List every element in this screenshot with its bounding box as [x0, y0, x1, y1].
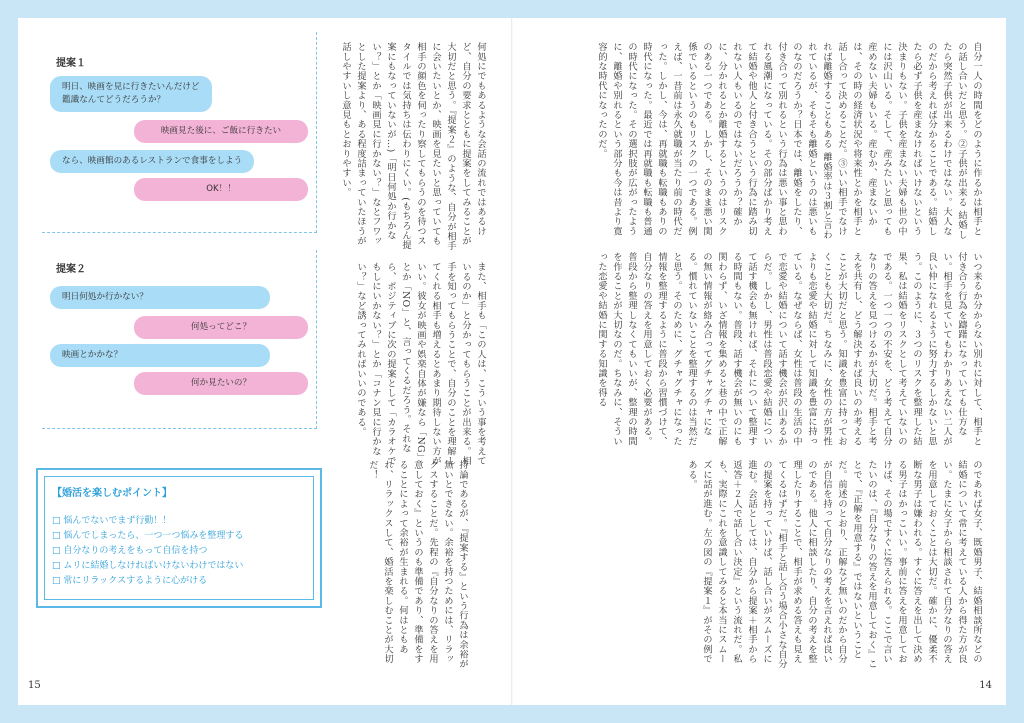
proposal-2-title: 提案２: [56, 264, 86, 275]
chat-bubble-1: 明日、映画を見に行きたいんだけど 鑑識なんてどうだろうか？: [50, 76, 212, 112]
page-number-left: 15: [28, 680, 41, 691]
chat-bubble-8: 何か見たいの？: [134, 372, 308, 395]
points-item: □ 自分なりの考えをもって自信を持つ: [52, 546, 208, 556]
proposal-1-panel: [42, 32, 317, 233]
left-text-column-mid: また、相手も「この人は、こういう事を考えているのか」と分かってもらうことが出来る。相手を知ってもらうことで、自分のことを理解してくれる相手も増えるとあまり期待しない方がいい。彼女が映画や娯楽自体が嫌なら「NG」とか「NO」と、言ってくるだろう。それなら、ポジティブに次の提案として「カラオケでもしにいかない？」とか「コナン見に行かない？」など誘ってみればいいのである。: [355, 262, 486, 466]
chat-bubble-4: OK！！: [134, 178, 308, 201]
left-text-column-top: 何処にでもあるような会話の流れではあるけど、自分の要求とともに提案をしてみることが大切だと思う。『提案２』のような、自分が相手に会いたいとか、映画を見たいと思っていても相手の顔色を伺ったり察してもらうのを待つスタイルでは気持ちは伝わりにくい。(もちろん提案にもなっていないが…)「明日何処か行かない？」とか「映画見に行かない？」なとフワッとした提案より、ある程度詰まっていたほうが話しやすいし意見もとおりやすい。: [340, 42, 486, 251]
chat-bubble-2: 映画見た後に、ご飯に行きたい: [134, 120, 308, 143]
proposal-1-title: 提案１: [56, 58, 86, 69]
page-gutter: [511, 18, 513, 705]
points-box: [36, 468, 322, 608]
points-item: □ 常にリラックスするように心がける: [52, 576, 208, 586]
right-text-block-mid: いつ来るか分からない別れに対して、相手と付き合う行為を躊躇になっていても仕方ない。相手を見ていてもわかりあえない二人が良い仲になれるように努力するしかないと思う。このように、３つのリスクを整理した結果、私は結婚をリスクとして考えていないのである。一つ一つの不安を、どう考えて自分なりの答えを見つけるかが大切だ。相手と考えを共有し、どう解決すれば良いのか考えることが大切だと思う。知識を豊富に持っておくことも大切だ。ちなみに、女性の方が男性よりも恋愛や結婚に対して知識を豊富に持っている。なぜならば、女性は普段の生活の中で恋愛や結婚について話す機会が沢山あるからだ。しかし、男性は普段恋愛や結婚について話す機会も無ければ、それについて整理する時間もない。普段、話す機会が無いのにも関わらず、いざ情報を集めると巷の中で正解の無い情報が絡み合ってグチャグチャになる。慣れていないことを整理するのは当然だと思う。そのために、グチャグチャになった情報を整理するように普段から習慣づけて、自分なりの答えを用意しておく必要がある。普段から整理しなくてもいいが、整理の時間を作ることが大切なのだ。ちなみに、そういった恋愛や結婚に関する知識を得る: [596, 252, 982, 446]
chat-bubble-3: なら、映画館のあるレストランで食事をしよう: [50, 150, 254, 173]
chat-bubble-5: 明日何処か行かない？: [50, 286, 270, 309]
page-number-right: 14: [979, 680, 992, 691]
points-item: □ 悩んでしまったら、一つ一つ悩みを整理する: [52, 531, 244, 541]
right-text-block-top: 自分一人の時間をどのように作るかは相手との話し合いだと思う。②子供が出来る 結婚したら突然子供が出来るわけではない。大人なのだから考えれば分かることである。結婚したら必ず子供を産まなければいけないという決まりもない。子供を産まない夫婦も世の中には沢山いる。そして、産みたいと思っても産めない夫婦もいる。産むか、産まないかは、その時の経済状況や将来性とかを相手と話し合って決めることだ。③いい相手でなければ離婚することもある 離婚率は３割と言われているが、そもそも離婚というのは悪いものなのだろうか？日本では、離婚をしたり、付き合って別れるという行為は悪い事と思われる風潮になっている。その部分ばかり考えて結婚や他人と付き合うという行為に踏み切れない人もいるのではないだろうか？確かに、分かれるとか離婚するというのはリスクのある一つである。しかし、そのまま悪い関係でいるというのもリスクの一つである。例えば、一昔前は永久就職が当たり前の時代だった。しかし、今は、再就職も転職もありの時代になった。最近では再就職も転職も普通の時代になった。その選択肢が広がったように、離婚や別れるという部分も今は昔より寛容的な時代になったのだ。: [596, 42, 982, 240]
points-list: [52, 514, 243, 589]
chat-bubble-7: 映画とかかな？: [50, 344, 270, 367]
proposal-2-panel: [42, 250, 317, 429]
right-text-block-bottom: のであれば女子、既婚男子、結婚相談所などの結婚について常に考えている人から得た方が良い。たまに女子から相談されて自分なりの答えを用意しておくことは大切だ。確かに、優柔不断な男子は嫌われる。すぐに答えを出して決める男子はかっこいい。事前に答えを用意しておけば、その場ですぐに答えられる。ここで言いたいのは、『自分なりの答えを用意しておく』ことで、『正解を用意する』ではないということだ。前述のとおり、正解など無いのだから自分が自信を持って自分なりの考えを言えれば良いのである。他人に相談したり、自分の考えを整理したりすることで、相手が求める答えも見えてくるはずだ。『相手と話し合う場合小さな自分の提案を持っていけば、話し合いがスムーズに進む。会話としては、自分から提案＋相手から返答＋２人で話し合い決定』という流れだ。私も、実際にこれを意識してみると本当にスムーズに話が進む。左の図の『提案１』がその例である。: [686, 460, 982, 669]
points-item: □ ムリに結婚しなければいけないわけではない: [52, 561, 244, 571]
points-item: □ 悩んでないでまず行動！！: [52, 516, 172, 526]
chat-bubble-6: 何処ってどこ？: [134, 316, 308, 339]
left-text-column-bottom: 持論であるが、『提案する』という行為は余裕が無いとできない。余裕を持つためには、リラックスすることだ。先程の『自分なりの答えを用意しておく』というのも準備であり、準備をすることによって余裕が生まれる。何はともあれ、リラックスして、婚活を楽しむことが大切だ！: [367, 460, 468, 669]
points-title: 【婚活を楽しむポイント】: [52, 488, 172, 499]
